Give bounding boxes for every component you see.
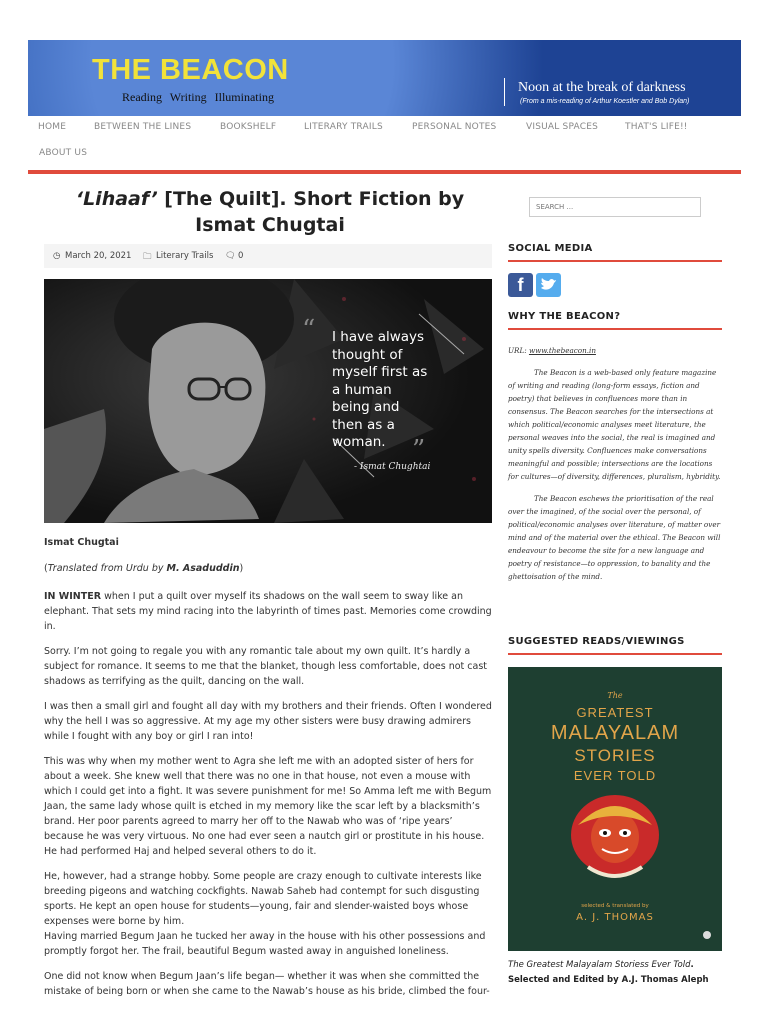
- site-motto: Noon at the break of darkness: [518, 80, 686, 95]
- book-title-the: The: [607, 691, 623, 700]
- translation-suffix: ): [239, 563, 244, 574]
- quote-line: being and: [332, 399, 400, 415]
- url-label: URL:: [508, 346, 529, 355]
- site-tagline: Reading Writing Illuminating: [122, 90, 274, 104]
- quote-line: myself first as: [332, 364, 428, 380]
- article-paragraph: Having married Begum Jaan he tucked her away in the house with his other possessions and promptly forgot her. The frail, beautiful Begum wasted away in anguished loneliness.: [44, 931, 486, 957]
- article-paragraph: Sorry. I’m not going to regale you with any romantic tale about my own quilt. It’s hardly a subject for romance. It seems to me that the blanket, though less comfortable, does not cast shadows as terrifying as the quilt, dancing on the wall.: [44, 646, 487, 687]
- book-caption-title[interactable]: The Greatest Malayalam Storiess Ever Told: [508, 960, 691, 970]
- nav-item-between-the-lines[interactable]: BETWEEN THE LINES: [94, 122, 192, 132]
- book-title-line3: STORIES: [574, 746, 656, 765]
- translation-prefix: (: [44, 563, 48, 574]
- post-title-rest: [The Quilt]. Short Fiction by Ismat Chugtai: [157, 188, 465, 236]
- quote-line: a human: [332, 381, 392, 398]
- close-quote-mark: ”: [412, 435, 426, 465]
- quote-signature: - Ismat Chughtai: [354, 462, 431, 472]
- translator-name: M. Asaduddin: [166, 563, 240, 574]
- post-title-italic: ‘Lihaaf’: [75, 188, 158, 210]
- article-body: [44, 589, 492, 1009]
- translation-note: Translated from Urdu by: [47, 563, 167, 574]
- suggested-reads-heading: SUGGESTED READS/VIEWINGS: [508, 636, 722, 655]
- book-cover-image[interactable]: [508, 667, 722, 951]
- twitter-icon[interactable]: [536, 273, 561, 297]
- book-caption: [508, 958, 722, 988]
- search-input[interactable]: [529, 197, 701, 217]
- why-the-beacon-text: [508, 344, 722, 592]
- quote-line: woman.: [332, 434, 386, 450]
- folder-icon: 🗀: [143, 252, 152, 262]
- author-name: Ismat Chugtai: [44, 537, 119, 548]
- post-comment-count[interactable]: 0: [238, 251, 244, 261]
- article-paragraph: I was then a small girl and fought all day with my brothers and their friends. Often I wondered why the hell I was so aggressive. At my age my other sisters were busy drawing admirers while I fought with any boy or girl I ran into!: [44, 701, 492, 742]
- book-caption-credit: . Selected and Edited by A.J. Thomas Aleph: [508, 960, 709, 985]
- translation-credit: [44, 561, 492, 576]
- book-credit-line: selected & translated by: [581, 903, 649, 909]
- post-title: [60, 186, 480, 238]
- kathakali-mask-illustration: [508, 785, 722, 895]
- book-title-line4: EVER TOLD: [573, 768, 657, 783]
- lead-text: when I put a quilt over myself its shadows on the wall seem to sway like an elephant. That sets my mind racing into the labyrinth of times past. Memories come crowding in.: [44, 591, 492, 632]
- main-navigation: [28, 118, 741, 174]
- nav-item-bookshelf[interactable]: BOOKSHELF: [220, 122, 277, 132]
- open-quote-mark: “: [302, 315, 316, 345]
- article-paragraph: [44, 589, 492, 634]
- post-date: March 20, 2021: [65, 251, 132, 261]
- header-divider: [504, 78, 505, 106]
- quote-line: I have always: [332, 329, 425, 345]
- comment-icon: 🗨: [225, 251, 236, 261]
- quote-line: thought of: [332, 346, 403, 363]
- feature-image: [44, 279, 492, 523]
- why-paragraph: The Beacon is a web-based only feature magazine of writing and reading (long-form essays, fiction and poetry) that believes in confluences more than in consensus. The Beacon searches for the intersections at which political/economic analyses meet literature, the personal weaves into the social, the real is imagined and unity spells diversity. Confluences make conversations meaningful and possible; intersections are the locations for cultures—of diversity, differences, pluralism, hybridity.: [508, 368, 721, 481]
- post-meta-bar: [44, 244, 492, 268]
- site-logo[interactable]: THE BEACON: [92, 54, 289, 86]
- feature-quote: [332, 329, 427, 452]
- nav-item-visual-spaces[interactable]: VISUAL SPACES: [526, 122, 598, 132]
- book-title-line1: GREATEST: [576, 705, 654, 720]
- book-title-line2: MALAYALAM: [550, 722, 680, 744]
- publisher-logo-icon: [703, 931, 711, 939]
- nav-item-literary-trails[interactable]: LITERARY TRAILS: [304, 122, 383, 132]
- why-the-beacon-heading: WHY THE BEACON?: [508, 311, 722, 330]
- nav-item-home[interactable]: HOME: [38, 122, 67, 132]
- why-paragraph: The Beacon eschews the prioritisation of the real over the imagined, of the social over the personal, of political/economic analyses over literature, of matter over mind and of the material over the ethical. The Beacon will endeavour to become the site for a new language and poetry of resistance—to oppression, to banality and the ghettoisation of the mind.: [508, 494, 721, 581]
- nav-item-personal-notes[interactable]: PERSONAL NOTES: [412, 122, 497, 132]
- facebook-icon[interactable]: f: [508, 273, 533, 297]
- site-url-link[interactable]: www.thebeacon.in: [528, 346, 596, 355]
- post-category-link[interactable]: Literary Trails: [156, 251, 214, 261]
- article-paragraph: This was why when my mother went to Agra she left me with an adopted sister of hers for about a week. She knew well that there was no one in that house, not even a mouse with which I could get into a fight. It was severe punishment for me! So Amma left me with Begum Jaan, the same lady whose quilt is etched in my memory like the scar left by a blacksmith’s brand. Her poor parents agreed to marry her off to the Nawab who was of ‘ripe years’ because he was very virtuous. No one had ever seen a nautch girl or prostitute in his house. He had performed Haj and helped several others to do it.: [44, 756, 492, 857]
- site-header-banner: [28, 40, 741, 116]
- nav-item-about-us[interactable]: ABOUT US: [39, 148, 88, 158]
- article-paragraph: He, however, had a strange hobby. Some people are crazy enough to cultivate interests like breeding pigeons and watching cockfights. Nawab Saheb had contempt for such disgusting sports. He kept an open house for students—young, fair and slender-waisted boys whose expenses were borne by him.: [44, 871, 482, 927]
- quote-line: then as a: [332, 416, 395, 433]
- site-motto-source: (From a mis-reading of Arthur Koestler and Bob Dylan): [520, 98, 690, 105]
- nav-item-thats-life[interactable]: THAT'S LIFE!!: [625, 122, 688, 132]
- lead-in: IN WINTER: [44, 591, 102, 602]
- social-media-heading: SOCIAL MEDIA: [508, 243, 722, 262]
- clock-icon: ◷: [53, 251, 61, 261]
- book-author: A. J. THOMAS: [576, 912, 654, 923]
- article-paragraph: One did not know when Begum Jaan’s life began— whether it was when she committed the mistake of being born or when she came to the Nawab’s house as his bride, climbed the four-: [44, 971, 490, 997]
